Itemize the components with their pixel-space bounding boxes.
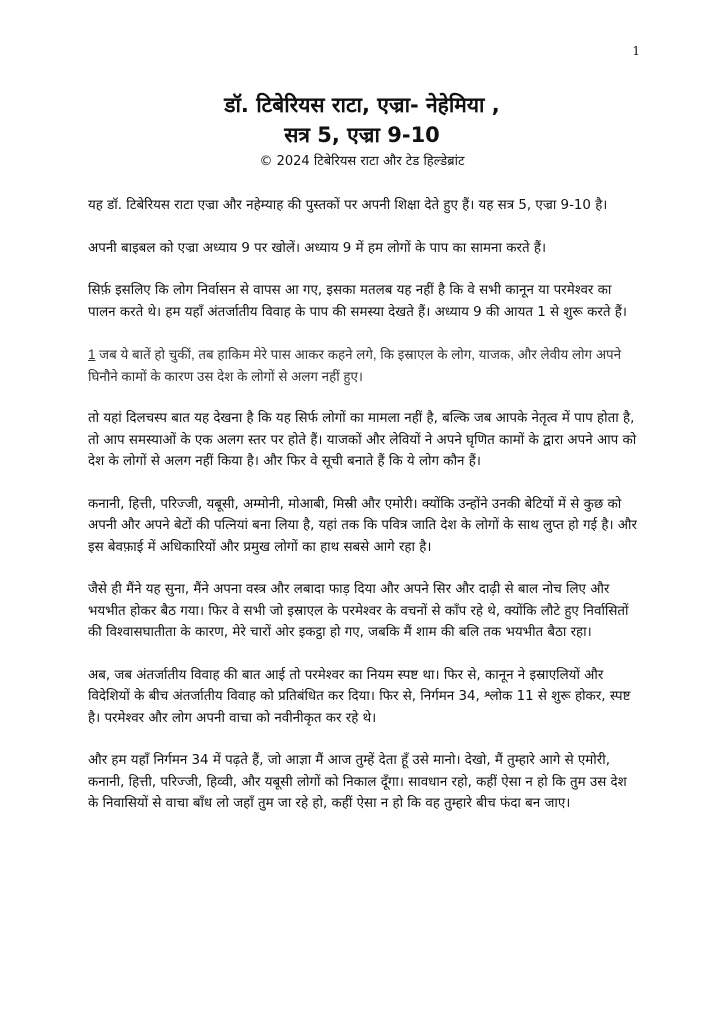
paragraph: सिर्फ़ इसलिए कि लोग निर्वासन से वापस आ गए, इसका मतलब यह नहीं है कि वे सभी कानून या परमेश्वर का पालन करते थे। हम यहाँ अंतर्जातीय विवाह के पाप की समस्या देखते हैं। अध्याय 9 की आयत 1 से शुरू करते हैं। (88, 283, 627, 320)
intro-paragraph: यह डॉ. टिबेरियस राटा एज्रा और नहेम्याह की पुस्तकों पर अपनी शिक्षा देते हुए हैं। यह सत्र 5, एज्रा 9-10 है। (88, 198, 608, 213)
session-subtitle: सत्र 5, एज्रा 9-10 (284, 123, 440, 147)
verse-number: 1 (88, 347, 96, 362)
paragraph: कनानी, हित्ती, परिज्जी, यबूसी, अम्मोनी, मोआबी, मिस्री और एमोरी। क्योंकि उन्होंने उनकी बेटियों में से कुछ को अपनी और अपने बेटों की पत्नियां बना लिया है, यहां तक कि पवित्र जाति देश के लोगों के साथ लुप्त हो गई है। और इस बेवफ़ाई में अधिकारियों और प्रमुख लोगों का हाथ सबसे आगे रहा है। (88, 496, 637, 555)
paragraph: और हम यहाँ निर्गमन 34 में पढ़ते हैं, जो आज्ञा मैं आज तुम्हें देता हूँ उसे मानो। देखो, मैं तुम्हारे आगे से एमोरी, कनानी, हित्ती, परिज्जी, हिव्वी, और यबूसी लोगों को निकाल दूँगा। सावधान रहो, कहीं ऐसा न हो कि तुम उस देश के निवासियों से वाचा बाँध लो जहाँ तुम जा रहे हो, कहीं ऐसा न हो कि वह तुम्हारे बीच फंदा बन जाए। (88, 753, 627, 811)
paragraph: अब, जब अंतर्जातीय विवाह की बात आई तो परमेश्वर का नियम स्पष्ट था। फिर से, कानून ने इस्राएलियों और विदेशियों के बीच अंतर्जातीय विवाह को प्रतिबंधित कर दिया। फिर से, निर्गमन 34, श्लोक 11 से शुरू होकर, स्पष्ट है। परमेश्वर और लोग अपनी वाचा को नवीनीकृत कर रहे थे। (88, 667, 631, 726)
document-body (88, 195, 638, 836)
paragraph: तो यहां दिलचस्प बात यह देखना है कि यह सिर्फ लोगों का मामला नहीं है, बल्कि जब आपके नेतृत्व में पाप होता है, तो आप समस्याओं के एक अलग स्तर पर होते हैं। याजकों और लेवियों ने अपने घृणित कामों के द्वारा अपने आप को देश के लोगों से अलग नहीं किया है। और फिर वे सूची बनाते हैं कि ये लोग कौन हैं। (88, 411, 637, 469)
page-number: 1 (632, 44, 640, 58)
document-title: डॉ. टिबेरियस राटा, एज्रा- नेहेमिया , (224, 93, 500, 117)
scripture-quote (88, 344, 638, 387)
title-block (60, 90, 664, 172)
paragraph: अपनी बाइबल को एज्रा अध्याय 9 पर खोलें। अध्याय 9 में हम लोगों के पाप का सामना करते हैं। (88, 240, 547, 256)
verse-text: जब ये बातें हो चुकीं, तब हाकिम मेरे पास आकर कहने लगे, कि इस्राएल के लोग, याजक, और लेवीय लोग अपने घिनौने कामों के कारण उस देश के लोगों से अलग नहीं हुए। (88, 347, 622, 384)
copyright-notice: © 2024 टिबेरियस राटा और टेड हिल्डेब्रांट (259, 154, 465, 169)
paragraph: जैसे ही मैंने यह सुना, मैंने अपना वस्त्र और लबादा फाड़ दिया और अपने सिर और दाढ़ी से बाल नोच लिए और भयभीत होकर बैठ गया। फिर वे सभी जो इस्राएल के परमेश्वर के वचनों से काँप रहे थे, क्योंकि लौटे हुए निर्वासितों की विश्वासघातीता के कारण, मेरे चारों ओर इकट्ठा हो गए, जबकि मैं शाम की बलि तक भयभीत बैठा रहा। (88, 582, 629, 640)
